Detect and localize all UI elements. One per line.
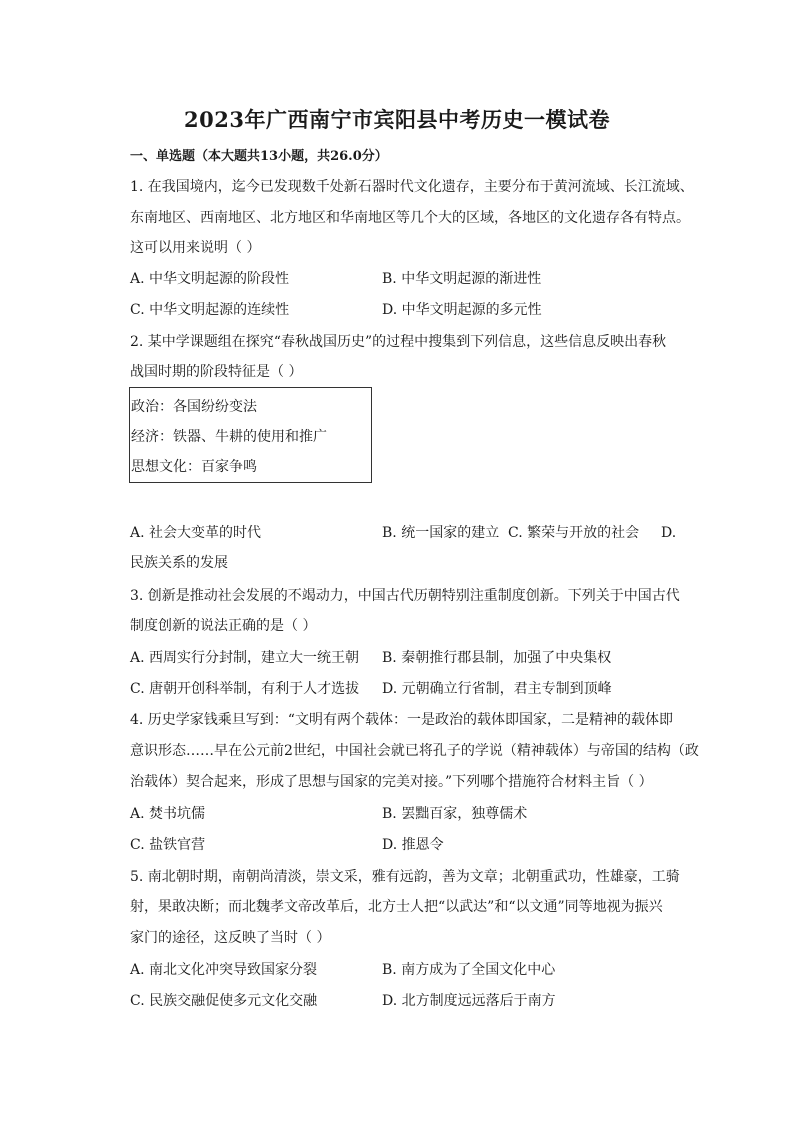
q4-option-b: B. 罢黜百家，独尊儒术 — [382, 806, 528, 822]
page-title: 2023年广西南宁市宾阳县中考历史一模试卷 — [184, 107, 610, 132]
q2-option-c: C. 繁荣与开放的社会 — [508, 525, 640, 541]
q1-option-d: D. 中华文明起源的多元性 — [382, 302, 542, 318]
q3-line-2: 制度创新的说法正确的是（ ） — [130, 618, 317, 634]
q3-line-1: 3. 创新是推动社会发展的不竭动力，中国古代历朝特别注重制度创新。下列关于中国古代 — [130, 588, 680, 604]
q1-line-3: 这可以用来说明（ ） — [130, 240, 261, 256]
q3-option-d: D. 元朝确立行省制，君主专制到顶峰 — [382, 681, 612, 697]
q1-option-a: A. 中华文明起源的阶段性 — [130, 271, 290, 287]
q2-box-politics: 政治：各国纷纷变法 — [131, 399, 257, 415]
q1-option-c: C. 中华文明起源的连续性 — [130, 302, 290, 318]
q4-line-1: 4. 历史学家钱乘旦写到：“文明有两个载体：一是政治的载体即国家，二是精神的载体即 — [130, 712, 673, 728]
q4-line-2: 意识形态……早在公元前2世纪，中国社会就已将孔子的学说（精神载体）与帝国的结构（政 — [130, 743, 699, 759]
section-heading: 一、单选题（本大题共13小题，共26.0分） — [130, 149, 388, 164]
q2-info-box — [129, 387, 372, 483]
q5-line-3: 家门的途径，这反映了当时（ ） — [130, 930, 331, 946]
q3-option-b: B. 秦朝推行郡县制，加强了中央集权 — [382, 650, 612, 666]
q5-line-2: 射，果敢决断；而北魏孝文帝改革后，北方士人把“以武达”和“以文通”同等地视为振兴 — [130, 899, 663, 915]
q3-option-a: A. 西周实行分封制，建立大一统王朝 — [130, 650, 360, 666]
q2-option-d-cont: 民族关系的发展 — [130, 555, 228, 571]
q2-box-economy: 经济：铁器、牛耕的使用和推广 — [131, 429, 327, 445]
q2-option-a: A. 社会大变革的时代 — [130, 525, 262, 541]
q1-option-b: B. 中华文明起源的渐进性 — [382, 271, 542, 287]
q2-line-1: 2. 某中学课题组在探究“春秋战国历史”的过程中搜集到下列信息，这些信息反映出春秋 — [130, 334, 667, 350]
q4-option-d: D. 推恩令 — [382, 837, 444, 853]
q4-line-3: 治载体）契合起来，形成了思想与国家的完美对接。”下列哪个措施符合材料主旨（ ） — [130, 774, 653, 790]
q5-option-c: C. 民族交融促使多元文化交融 — [130, 993, 318, 1009]
q1-line-1: 1. 在我国境内，迄今已发现数千处新石器时代文化遗存，主要分布于黄河流域、长江流域、 — [130, 179, 694, 195]
q5-option-b: B. 南方成为了全国文化中心 — [382, 962, 556, 978]
q2-line-2: 战国时期的阶段特征是（ ） — [130, 364, 303, 380]
q5-line-1: 5. 南北朝时期，南朝尚清淡，崇文采，雅有远韵，善为文章；北朝重武功，性雄豪，工骑 — [130, 869, 680, 885]
q5-option-d: D. 北方制度远远落后于南方 — [382, 993, 556, 1009]
q2-box-culture: 思想文化：百家争鸣 — [131, 459, 257, 475]
q2-option-d: D. — [661, 525, 677, 541]
q1-line-2: 东南地区、西南地区、北方地区和华南地区等几个大的区域，各地区的文化遗存各有特点。 — [130, 210, 690, 226]
q3-option-c: C. 唐朝开创科举制，有利于人才选拔 — [130, 681, 360, 697]
q2-option-b: B. 统一国家的建立 — [382, 525, 500, 541]
q5-option-a: A. 南北文化冲突导致国家分裂 — [130, 962, 318, 978]
q4-option-a: A. 焚书坑儒 — [130, 806, 206, 822]
q4-option-c: C. 盐铁官营 — [130, 837, 206, 853]
